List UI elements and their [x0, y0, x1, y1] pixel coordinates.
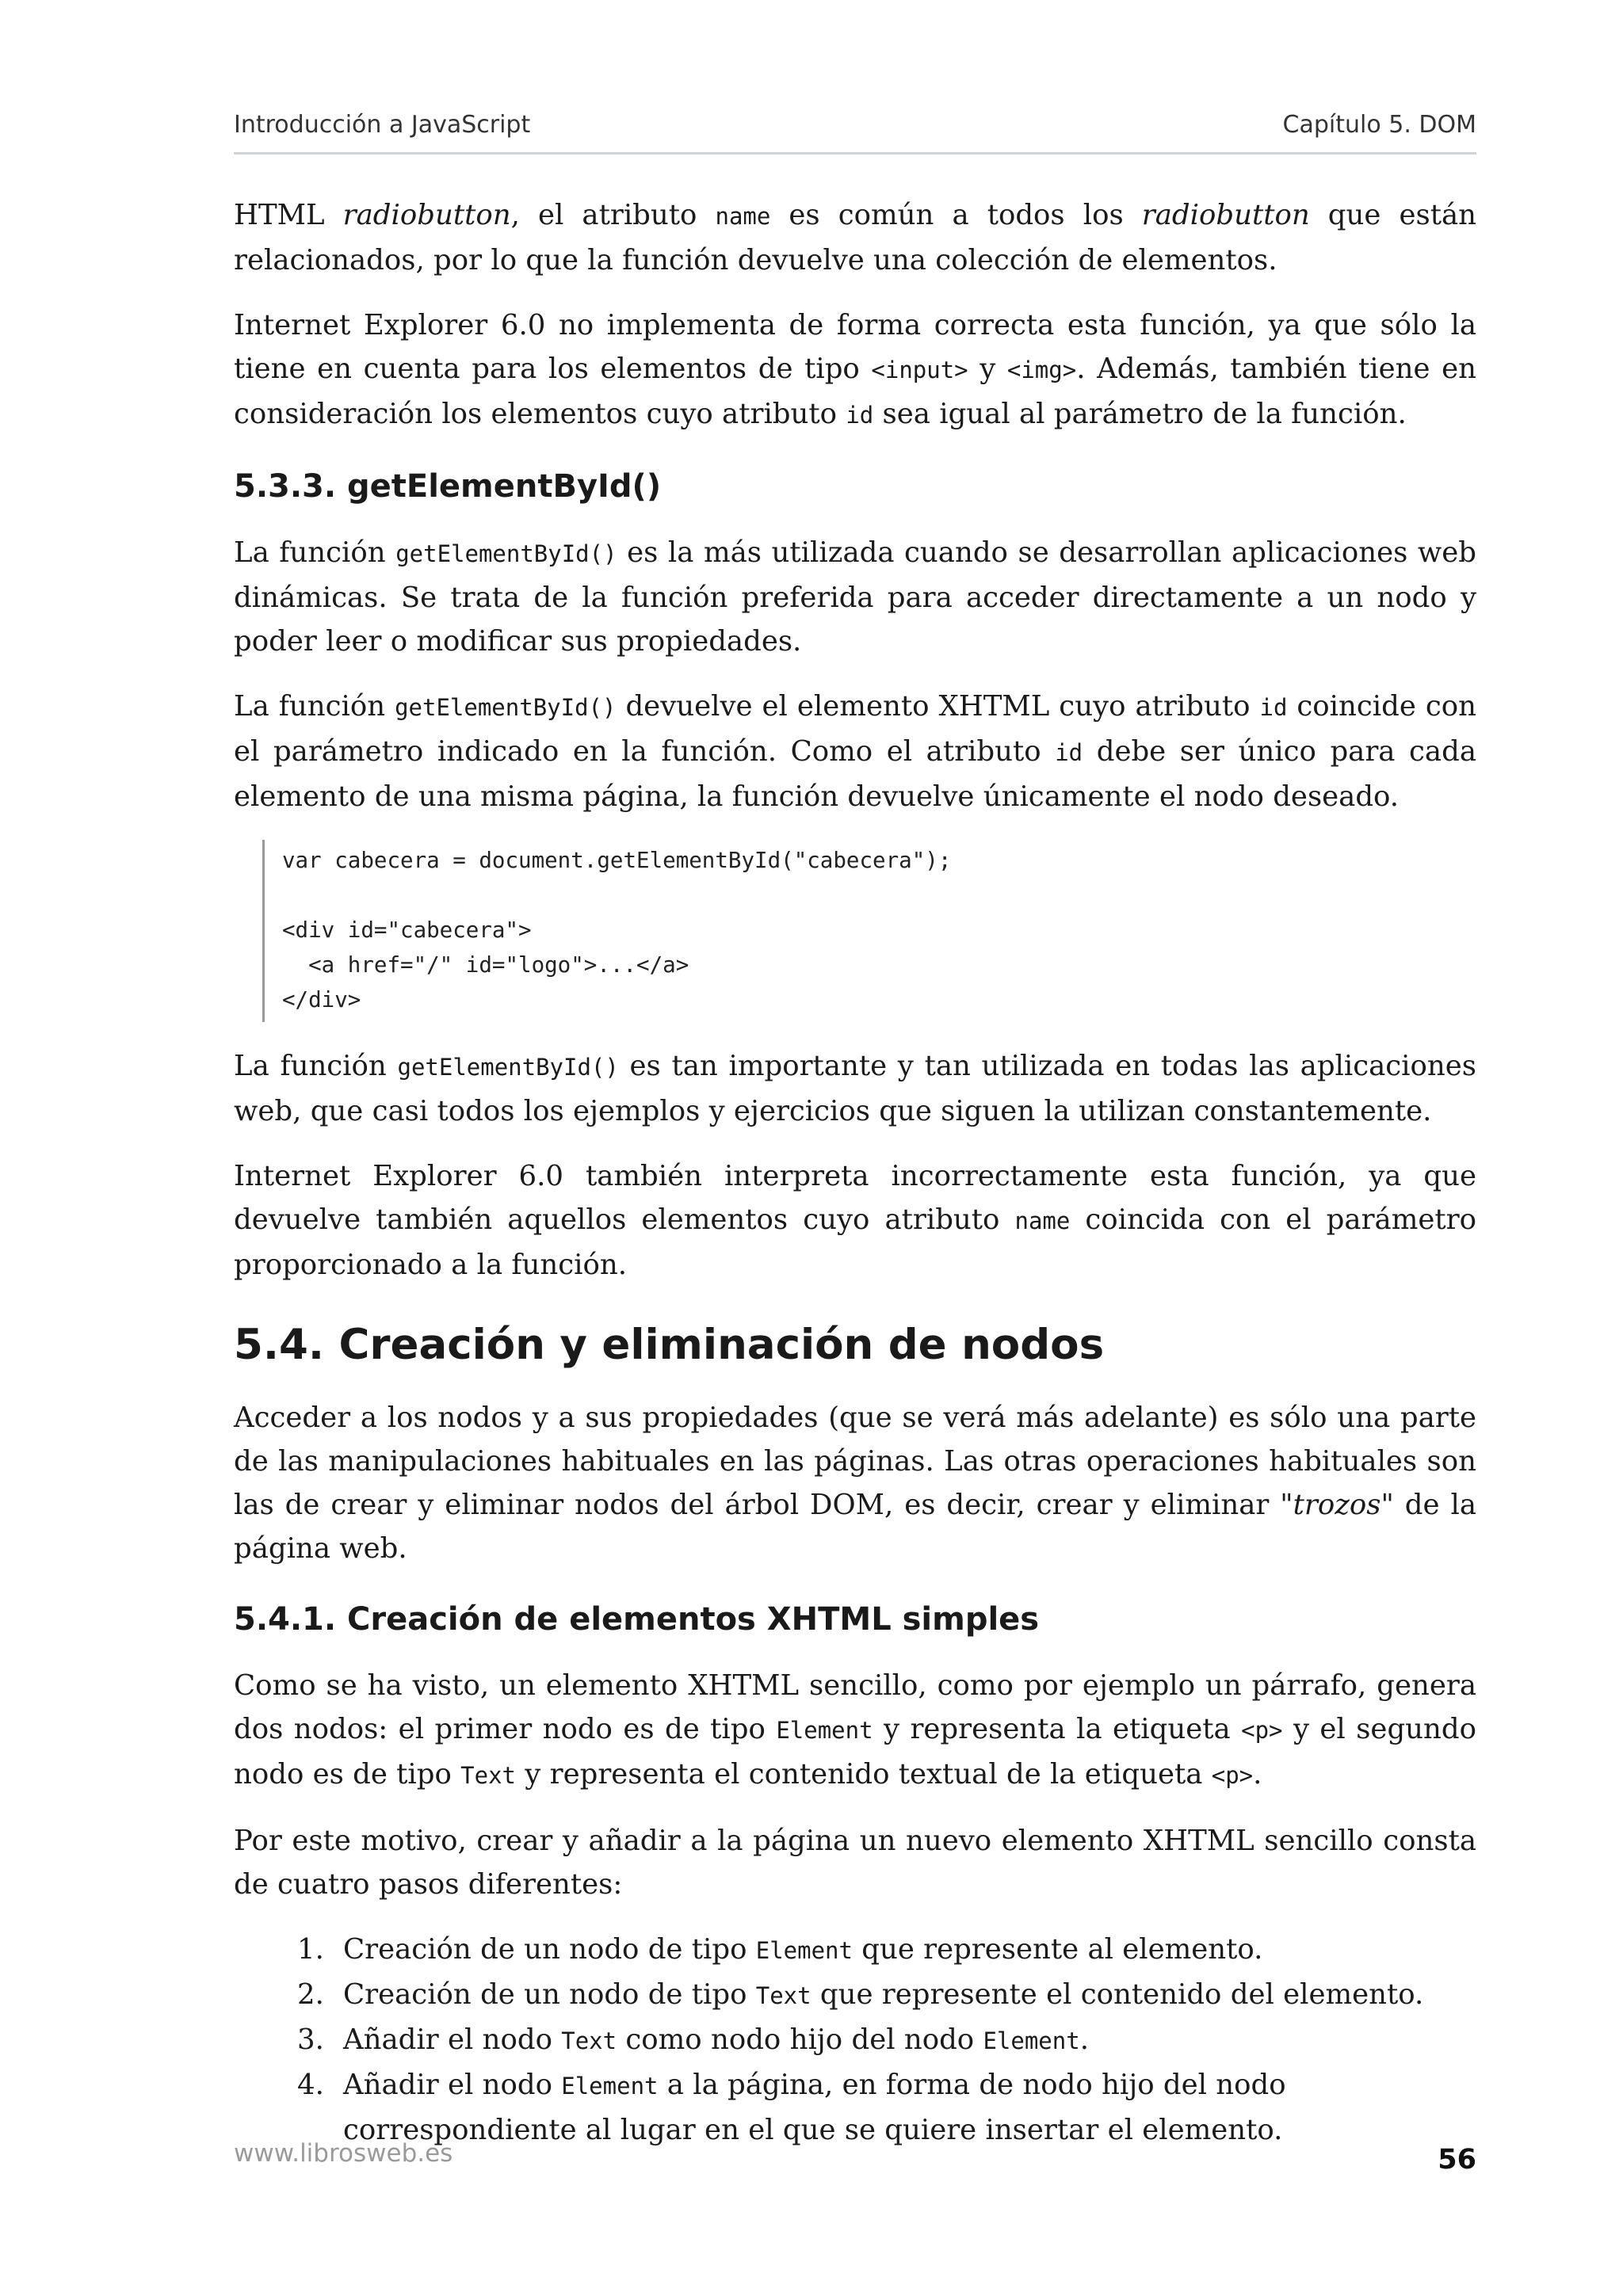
- paragraph-element-text-nodes: Como se ha visto, un elemento XHTML sencillo, como por ejemplo un párrafo, genera dos nodos: el primer nodo es de tipo Element y representa la etiqueta <p> y el segundo nodo es de tipo Text y representa el contenido textual de la etiqueta <p>.: [234, 1669, 1476, 1791]
- page-number: 56: [1438, 2144, 1476, 2176]
- list-item: 3. Añadir el nodo Text como nodo hijo del nodo Element.: [297, 2023, 1089, 2056]
- footer-website-link[interactable]: www.librosweb.es: [234, 2139, 453, 2168]
- paragraph-ie6-getelementsbyname: Internet Explorer 6.0 no implementa de forma correcta esta función, ya que sólo la tiene en cuenta para los elementos de tipo <input> y <img>. Además, también tiene en consideración los elementos cuyo atributo id sea igual al parámetro de la función.: [234, 309, 1477, 430]
- document-page: [234, 0, 1476, 2296]
- paragraph-four-steps: Por este motivo, crear y añadir a la página un nuevo elemento XHTML sencillo consta de cuatro pasos diferentes:: [234, 1825, 1476, 1901]
- paragraph-getelementbyid-returns: La función getElementById() devuelve el elemento XHTML cuyo atributo id coincide con el parámetro indicado en la función. Como el atributo id debe ser único para cada elemento de una misma página, la función devuelve únicamente el nodo deseado.: [234, 690, 1476, 813]
- paragraph-radiobutton: HTML radiobutton, el atributo name es común a todos los radiobutton que están relacionados, por lo que la función devuelve una colección de elementos.: [234, 199, 1476, 277]
- steps-list: [234, 1928, 1476, 2152]
- list-item: 4. Añadir el nodo Element a la página, en forma de nodo hijo del nodo correspondiente al lugar en el que se quiere insertar el elemento.: [297, 2069, 1286, 2146]
- page-content: [234, 193, 1476, 2152]
- list-item: 1. Creación de un nodo de tipo Element que represente al elemento.: [297, 1933, 1263, 1966]
- paragraph-getelementbyid-importance: La función getElementById() es tan importante y tan utilizada en todas las aplicaciones web, que casi todos los ejemplos y ejercicios que siguen la utilizan constantemente.: [234, 1050, 1476, 1127]
- code-example-getelementbyid: var cabecera = document.getElementById("cabecera"); <div id="cabecera"> <a href="/" id="logo">...</a> </div>: [262, 840, 1476, 1022]
- header-book-title: Introducción a JavaScript: [234, 111, 531, 139]
- paragraph-ie6-getelementbyid: Internet Explorer 6.0 también interpreta incorrectamente esta función, ya que devuelve también aquellos elementos cuyo atributo name coincida con el parámetro proporcionado a la función.: [234, 1160, 1476, 1281]
- header-chapter-title: Capítulo 5. DOM: [1282, 111, 1476, 139]
- section-heading-5-4: 5.4. Creación y eliminación de nodos: [234, 1321, 1105, 1369]
- paragraph-getelementbyid-intro: La función getElementById() es la más utilizada cuando se desarrollan aplicaciones web dinámicas. Se trata de la función preferida para acceder directamente a un nodo y poder leer o modificar sus propiedades.: [234, 536, 1476, 658]
- section-heading-5-4-1: 5.4.1. Creación de elementos XHTML simples: [234, 1601, 1040, 1638]
- section-heading-5-3-3: 5.3.3. getElementById(): [234, 468, 662, 505]
- page-header: [234, 111, 1476, 154]
- list-item: 2. Creación de un nodo de tipo Text que represente el contenido del elemento.: [297, 1978, 1424, 2011]
- paragraph-creation-intro: Acceder a los nodos y a sus propiedades (que se verá más adelante) es sólo una parte de las manipulaciones habituales en las páginas. Las otras operaciones habituales son las de crear y eliminar nodos del árbol DOM, es decir, crear y eliminar "trozos" de la página web.: [234, 1402, 1476, 1565]
